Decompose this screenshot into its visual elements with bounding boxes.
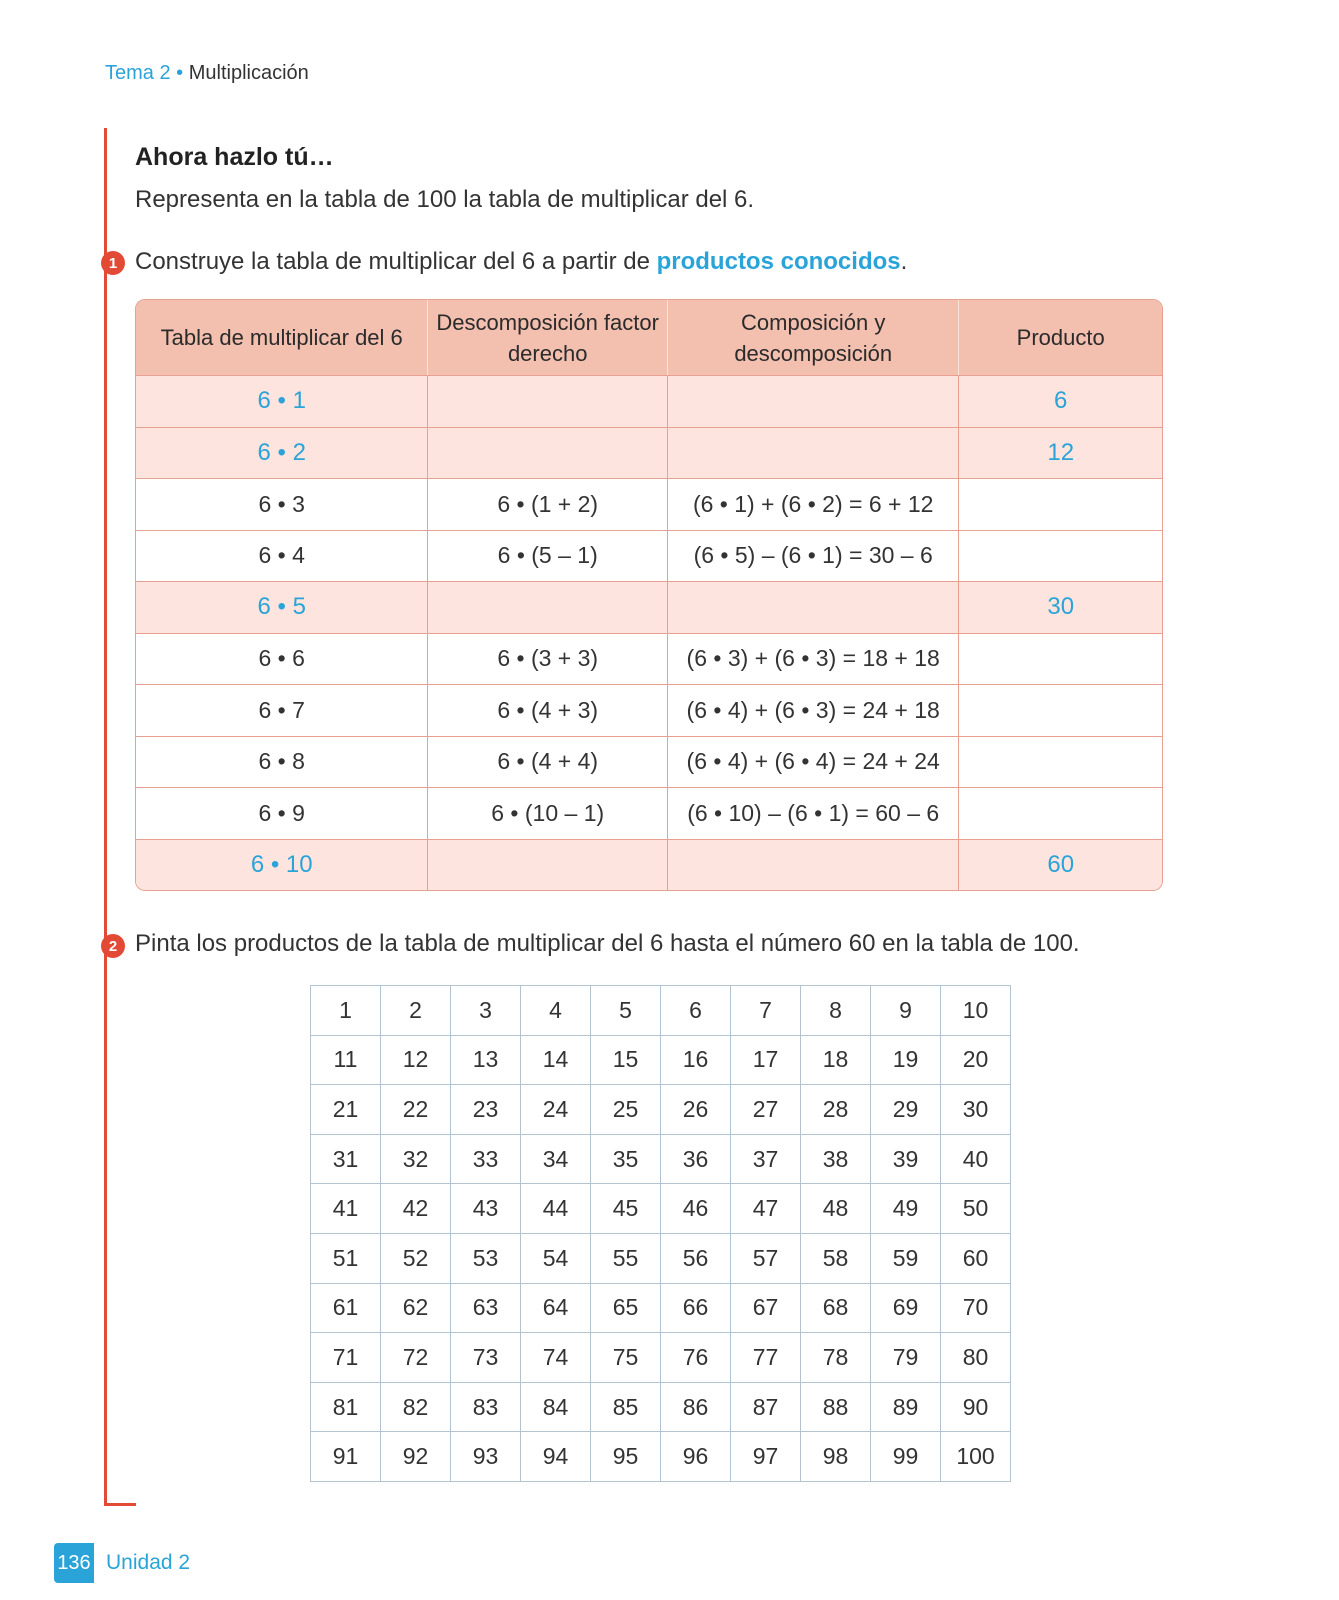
composition-cell: (6 • 4) + (6 • 4) = 24 + 24 — [667, 737, 958, 788]
grid-cell[interactable]: 20 — [941, 1035, 1011, 1085]
grid-cell[interactable]: 56 — [661, 1233, 731, 1283]
table-row — [136, 375, 1162, 427]
grid-cell[interactable]: 18 — [801, 1035, 871, 1085]
grid-cell[interactable]: 24 — [521, 1085, 591, 1135]
grid-cell[interactable]: 46 — [661, 1184, 731, 1234]
decomposition-cell: 6 • (4 + 4) — [427, 737, 667, 788]
grid-cell[interactable]: 66 — [661, 1283, 731, 1333]
grid-cell[interactable]: 90 — [941, 1382, 1011, 1432]
grid-cell[interactable]: 87 — [731, 1382, 801, 1432]
grid-cell[interactable]: 78 — [801, 1333, 871, 1383]
grid-cell[interactable]: 42 — [381, 1184, 451, 1234]
grid-cell[interactable]: 35 — [591, 1134, 661, 1184]
decomposition-cell: 6 • (4 + 3) — [427, 685, 667, 736]
grid-cell[interactable]: 7 — [731, 986, 801, 1036]
composition-cell — [667, 582, 958, 633]
table-header-cell: Tabla de multiplicar del 6 — [160, 325, 403, 350]
margin-rule-foot — [104, 1503, 136, 1506]
table-header-cell: Producto — [958, 300, 1162, 375]
grid-cell[interactable]: 31 — [311, 1134, 381, 1184]
composition-cell — [667, 376, 958, 427]
grid-cell[interactable]: 41 — [311, 1184, 381, 1234]
grid-cell[interactable]: 62 — [381, 1283, 451, 1333]
grid-cell[interactable]: 60 — [941, 1233, 1011, 1283]
factor-cell: 6 • 10 — [250, 850, 313, 878]
factor-cell: 6 • 3 — [258, 490, 305, 517]
product-cell: 12 — [958, 428, 1162, 479]
grid-cell[interactable]: 2 — [381, 986, 451, 1036]
grid-cell[interactable]: 8 — [801, 986, 871, 1036]
margin-rule — [104, 128, 107, 1506]
grid-cell[interactable]: 40 — [941, 1134, 1011, 1184]
grid-cell[interactable]: 92 — [381, 1432, 451, 1482]
grid-cell[interactable]: 23 — [451, 1085, 521, 1135]
grid-cell[interactable]: 21 — [311, 1085, 381, 1135]
grid-cell[interactable]: 4 — [521, 986, 591, 1036]
grid-cell[interactable]: 100 — [941, 1432, 1011, 1482]
grid-cell[interactable]: 33 — [451, 1134, 521, 1184]
grid-cell[interactable]: 17 — [731, 1035, 801, 1085]
composition-cell: (6 • 3) + (6 • 3) = 18 + 18 — [667, 634, 958, 685]
step-1-text-before: Construye la tabla de multiplicar del 6 a partir de — [135, 248, 657, 275]
factor-cell: 6 • 8 — [258, 748, 305, 775]
grid-cell[interactable]: 15 — [591, 1035, 661, 1085]
table-row — [136, 787, 1162, 839]
step-1-badge: 1 — [101, 251, 125, 275]
composition-cell: (6 • 1) + (6 • 2) = 6 + 12 — [667, 479, 958, 530]
grid-row — [311, 1035, 1011, 1085]
table-header-cell: Composición y descomposición — [667, 300, 958, 375]
grid-cell[interactable]: 95 — [591, 1432, 661, 1482]
grid-cell[interactable]: 74 — [521, 1333, 591, 1383]
grid-cell[interactable]: 88 — [801, 1382, 871, 1432]
header-separator: • — [176, 62, 184, 84]
grid-cell[interactable]: 99 — [871, 1432, 941, 1482]
product-cell — [958, 737, 1162, 788]
grid-cell[interactable]: 10 — [941, 986, 1011, 1036]
grid-cell[interactable]: 9 — [871, 986, 941, 1036]
grid-cell[interactable]: 79 — [871, 1333, 941, 1383]
grid-cell[interactable]: 14 — [521, 1035, 591, 1085]
grid-row — [311, 1432, 1011, 1482]
grid-cell[interactable]: 13 — [451, 1035, 521, 1085]
grid-row — [311, 1184, 1011, 1234]
grid-cell[interactable]: 30 — [941, 1085, 1011, 1135]
grid-cell[interactable]: 58 — [801, 1233, 871, 1283]
grid-cell[interactable]: 76 — [661, 1333, 731, 1383]
product-cell: 60 — [958, 840, 1162, 891]
grid-cell[interactable]: 61 — [311, 1283, 381, 1333]
grid-cell[interactable]: 27 — [731, 1085, 801, 1135]
product-cell: 6 — [958, 376, 1162, 427]
grid-cell[interactable]: 39 — [871, 1134, 941, 1184]
table-row — [136, 736, 1162, 788]
page-number: 136 — [54, 1543, 94, 1583]
factor-cell: 6 • 1 — [257, 387, 306, 415]
grid-cell[interactable]: 73 — [451, 1333, 521, 1383]
decomposition-cell: 6 • (1 + 2) — [427, 479, 667, 530]
grid-row — [311, 1333, 1011, 1383]
step-1-text-after: . — [900, 248, 908, 275]
table-row — [136, 684, 1162, 736]
grid-cell[interactable]: 16 — [661, 1035, 731, 1085]
multiplication-table — [135, 299, 1163, 891]
composition-cell — [667, 428, 958, 479]
grid-cell[interactable]: 11 — [311, 1035, 381, 1085]
grid-cell[interactable]: 69 — [871, 1283, 941, 1333]
section-heading: Ahora hazlo tú… — [135, 143, 334, 171]
grid-cell[interactable]: 45 — [591, 1184, 661, 1234]
grid-cell[interactable]: 91 — [311, 1432, 381, 1482]
header-topic: Multiplicación — [188, 62, 309, 84]
grid-row — [311, 1085, 1011, 1135]
factor-cell: 6 • 9 — [258, 799, 305, 826]
grid-cell[interactable]: 84 — [521, 1382, 591, 1432]
grid-cell[interactable]: 12 — [381, 1035, 451, 1085]
header-tema: Tema 2 — [105, 62, 171, 84]
table-row — [136, 427, 1162, 479]
grid-cell[interactable]: 44 — [521, 1184, 591, 1234]
grid-cell[interactable]: 48 — [801, 1184, 871, 1234]
grid-cell[interactable]: 59 — [871, 1233, 941, 1283]
factor-cell: 6 • 4 — [258, 542, 305, 569]
grid-cell[interactable]: 53 — [451, 1233, 521, 1283]
grid-cell[interactable]: 72 — [381, 1333, 451, 1383]
factor-cell: 6 • 6 — [258, 645, 305, 672]
hundred-grid — [310, 985, 1011, 1482]
composition-cell — [667, 840, 958, 891]
product-cell — [958, 788, 1162, 839]
grid-cell[interactable]: 96 — [661, 1432, 731, 1482]
grid-cell[interactable]: 98 — [801, 1432, 871, 1482]
table-row — [136, 633, 1162, 685]
decomposition-cell — [427, 840, 667, 891]
grid-cell[interactable]: 57 — [731, 1233, 801, 1283]
grid-cell[interactable]: 83 — [451, 1382, 521, 1432]
decomposition-cell — [427, 376, 667, 427]
grid-cell[interactable]: 36 — [661, 1134, 731, 1184]
composition-cell: (6 • 4) + (6 • 3) = 24 + 18 — [667, 685, 958, 736]
decomposition-cell: 6 • (5 – 1) — [427, 531, 667, 582]
grid-cell[interactable]: 89 — [871, 1382, 941, 1432]
table-row — [136, 839, 1162, 891]
grid-cell[interactable]: 29 — [871, 1085, 941, 1135]
decomposition-cell: 6 • (3 + 3) — [427, 634, 667, 685]
grid-cell[interactable]: 71 — [311, 1333, 381, 1383]
table-row — [136, 530, 1162, 582]
composition-cell: (6 • 10) – (6 • 1) = 60 – 6 — [667, 788, 958, 839]
grid-cell[interactable]: 70 — [941, 1283, 1011, 1333]
grid-cell[interactable]: 67 — [731, 1283, 801, 1333]
grid-cell[interactable]: 65 — [591, 1283, 661, 1333]
composition-cell: (6 • 5) – (6 • 1) = 30 – 6 — [667, 531, 958, 582]
step-2-badge: 2 — [101, 934, 125, 958]
factor-cell: 6 • 5 — [257, 593, 306, 621]
decomposition-cell: 6 • (10 – 1) — [427, 788, 667, 839]
grid-cell[interactable]: 94 — [521, 1432, 591, 1482]
grid-cell[interactable]: 6 — [661, 986, 731, 1036]
factor-cell: 6 • 2 — [257, 438, 306, 466]
grid-cell[interactable]: 47 — [731, 1184, 801, 1234]
grid-cell[interactable]: 52 — [381, 1233, 451, 1283]
unit-label: Unidad 2 — [106, 1551, 191, 1574]
grid-cell[interactable]: 55 — [591, 1233, 661, 1283]
grid-cell[interactable]: 64 — [521, 1283, 591, 1333]
grid-cell[interactable]: 19 — [871, 1035, 941, 1085]
table-row — [136, 581, 1162, 633]
product-cell — [958, 479, 1162, 530]
grid-cell[interactable]: 68 — [801, 1283, 871, 1333]
grid-row — [311, 1233, 1011, 1283]
step-1-highlight: productos conocidos — [656, 248, 901, 275]
product-cell: 30 — [958, 582, 1162, 633]
grid-cell[interactable]: 38 — [801, 1134, 871, 1184]
grid-cell[interactable]: 97 — [731, 1432, 801, 1482]
grid-cell[interactable]: 86 — [661, 1382, 731, 1432]
table-header-row — [136, 300, 1162, 375]
grid-cell[interactable]: 43 — [451, 1184, 521, 1234]
grid-cell[interactable]: 81 — [311, 1382, 381, 1432]
product-cell — [958, 634, 1162, 685]
grid-cell[interactable]: 5 — [591, 986, 661, 1036]
grid-cell[interactable]: 28 — [801, 1085, 871, 1135]
grid-row — [311, 1134, 1011, 1184]
grid-cell[interactable]: 75 — [591, 1333, 661, 1383]
grid-row — [311, 1382, 1011, 1432]
product-cell — [958, 685, 1162, 736]
grid-cell[interactable]: 54 — [521, 1233, 591, 1283]
grid-cell[interactable]: 49 — [871, 1184, 941, 1234]
grid-cell[interactable]: 77 — [731, 1333, 801, 1383]
decomposition-cell — [427, 582, 667, 633]
product-cell — [958, 531, 1162, 582]
grid-cell[interactable]: 85 — [591, 1382, 661, 1432]
grid-cell[interactable]: 37 — [731, 1134, 801, 1184]
grid-cell[interactable]: 50 — [941, 1184, 1011, 1234]
grid-cell[interactable]: 51 — [311, 1233, 381, 1283]
page-header — [105, 62, 309, 85]
grid-cell[interactable]: 93 — [451, 1432, 521, 1482]
table-header-cell: Descomposición factor derecho — [427, 300, 667, 375]
grid-cell[interactable]: 1 — [311, 986, 381, 1036]
grid-cell[interactable]: 34 — [521, 1134, 591, 1184]
grid-cell[interactable]: 22 — [381, 1085, 451, 1135]
grid-cell[interactable]: 32 — [381, 1134, 451, 1184]
grid-row — [311, 986, 1011, 1036]
grid-cell[interactable]: 82 — [381, 1382, 451, 1432]
grid-cell[interactable]: 26 — [661, 1085, 731, 1135]
intro-text: Representa en la tabla de 100 la tabla de multiplicar del 6. — [135, 186, 755, 213]
grid-cell[interactable]: 63 — [451, 1283, 521, 1333]
factor-cell: 6 • 7 — [258, 696, 305, 723]
grid-cell[interactable]: 80 — [941, 1333, 1011, 1383]
grid-cell[interactable]: 25 — [591, 1085, 661, 1135]
step-2-text: Pinta los productos de la tabla de multiplicar del 6 hasta el número 60 en la tabla de 100. — [135, 930, 1080, 957]
decomposition-cell — [427, 428, 667, 479]
table-row — [136, 478, 1162, 530]
grid-row — [311, 1283, 1011, 1333]
step-1-text — [135, 248, 907, 276]
grid-cell[interactable]: 3 — [451, 986, 521, 1036]
